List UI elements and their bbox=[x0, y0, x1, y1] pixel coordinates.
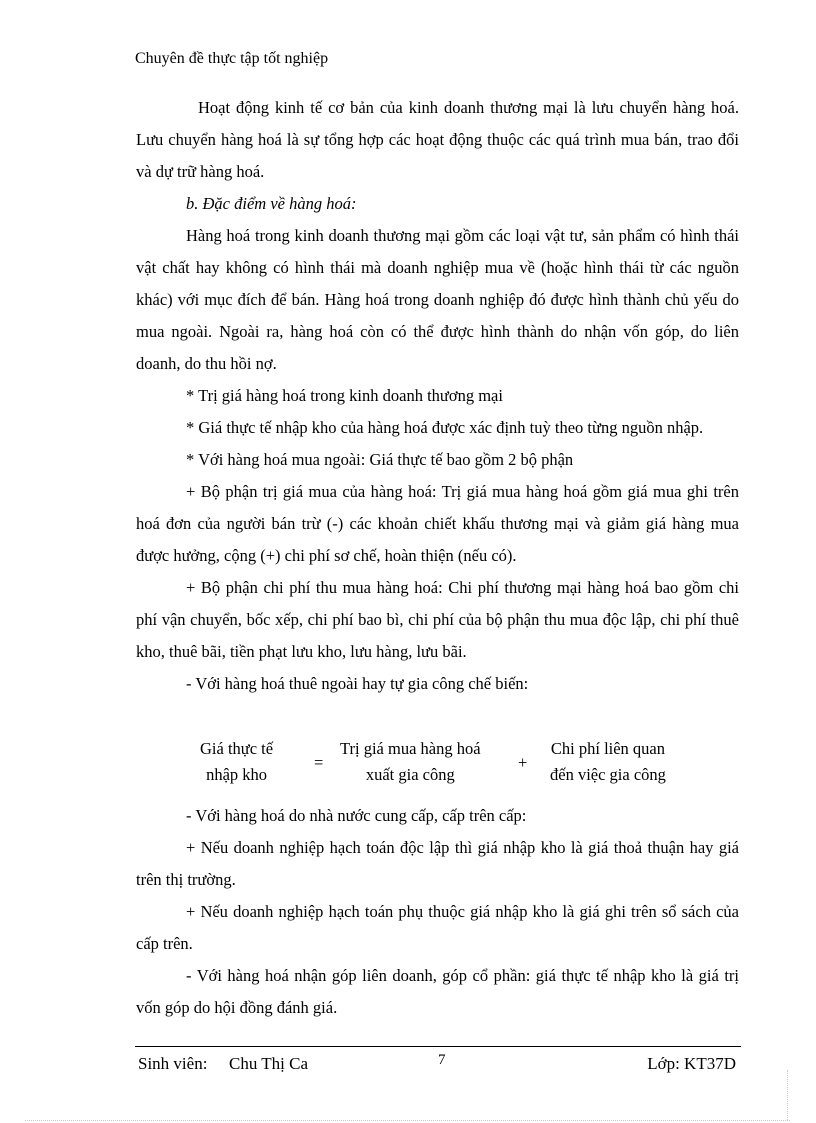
student-name: Chu Thị Ca bbox=[229, 1054, 309, 1073]
paragraph: - Với hàng hoá thuê ngoài hay tự gia công chế biến: bbox=[186, 674, 529, 693]
page-edge-dotted-line bbox=[25, 1120, 790, 1121]
paragraph: * Giá thực tế nhập kho của hàng hoá được xác định tuỳ theo từng nguồn nhập. bbox=[186, 418, 704, 437]
formula-right-line1: Chi phí liên quan bbox=[550, 739, 666, 758]
document-header: Chuyên đề thực tập tốt nghiệp bbox=[135, 50, 329, 67]
page-edge-dotted-vertical bbox=[787, 1070, 788, 1120]
body-text bbox=[136, 92, 739, 700]
paragraph: Hàng hoá trong kinh doanh thương mại gồm các loại vật tư, sản phẩm có hình thái vật chất hay không có hình thái mà doanh nghiệp mua về (hoặc hình thái từ các nguồn khác) với mục đích để bán. Hàng hoá trong doanh nghiệp đó được hình thành chủ yếu do mua ngoài. Ngoài ra, hàng hoá còn có thể được hình thành do nhận vốn góp, do liên doanh, do thu hồi nợ. bbox=[136, 226, 739, 373]
footer-divider bbox=[135, 1046, 741, 1047]
formula-right-term bbox=[550, 736, 666, 788]
paragraph: + Bộ phận chi phí thu mua hàng hoá: Chi phí thương mại hàng hoá bao gồm chi phí vận chuyển, bốc xếp, chi phí bao bì, chi phí của bộ phận thu mua độc lập, chi phí thuê kho, thuê bãi, tiền phạt lưu kho, lưu hàng, lưu bãi. bbox=[136, 578, 739, 661]
formula-mid-line1: Trị giá mua hàng hoá bbox=[340, 739, 481, 758]
paragraph: - Với hàng hoá nhận góp liên doanh, góp cổ phần: giá thực tế nhập kho là giá trị vốn góp do hội đồng đánh giá. bbox=[136, 966, 739, 1017]
paragraph: - Với hàng hoá do nhà nước cung cấp, cấp trên cấp: bbox=[186, 806, 527, 825]
paragraph: + Bộ phận trị giá mua của hàng hoá: Trị giá mua hàng hoá gồm giá mua ghi trên hoá đơn của người bán trừ (-) các khoản chiết khấu thương mại và giảm giá hàng mua được hưởng, cộng (+) chi phí sơ chế, hoàn thiện (nếu có). bbox=[136, 482, 739, 565]
paragraph: Hoạt động kinh tế cơ bản của kinh doanh thương mại là lưu chuyển hàng hoá. Lưu chuyển hàng hoá là sự tổng hợp các hoạt động thuộc các quá trình mua bán, trao đổi và dự trữ hàng hoá. bbox=[136, 98, 739, 181]
formula-left-line2: nhập kho bbox=[206, 765, 268, 784]
student-label: Sinh viên: bbox=[138, 1054, 208, 1073]
formula-left-term bbox=[200, 736, 273, 788]
page-number: 7 bbox=[438, 1052, 446, 1068]
formula-mid-line2: xuất gia công bbox=[365, 765, 455, 784]
formula-plus: + bbox=[518, 753, 528, 772]
paragraph: * Với hàng hoá mua ngoài: Giá thực tế bao gồm 2 bộ phận bbox=[186, 450, 574, 469]
paragraph: + Nếu doanh nghiệp hạch toán độc lập thì giá nhập kho là giá thoả thuận hay giá trên thị trường. bbox=[136, 838, 739, 889]
body-text-continued bbox=[136, 800, 739, 1024]
class-label: Lớp: KT37D bbox=[647, 1054, 736, 1073]
cost-formula bbox=[200, 736, 700, 792]
formula-equals: = bbox=[314, 753, 324, 772]
paragraph: + Nếu doanh nghiệp hạch toán phụ thuộc giá nhập kho là giá ghi trên sổ sách của cấp trên. bbox=[136, 902, 739, 953]
section-heading: b. Đặc điểm về hàng hoá: bbox=[186, 194, 357, 213]
paragraph: * Trị giá hàng hoá trong kinh doanh thương mại bbox=[186, 386, 503, 405]
formula-right-line2: đến việc gia công bbox=[550, 765, 666, 784]
formula-middle-term bbox=[340, 736, 481, 788]
formula-left-line1: Giá thực tế bbox=[200, 739, 274, 758]
